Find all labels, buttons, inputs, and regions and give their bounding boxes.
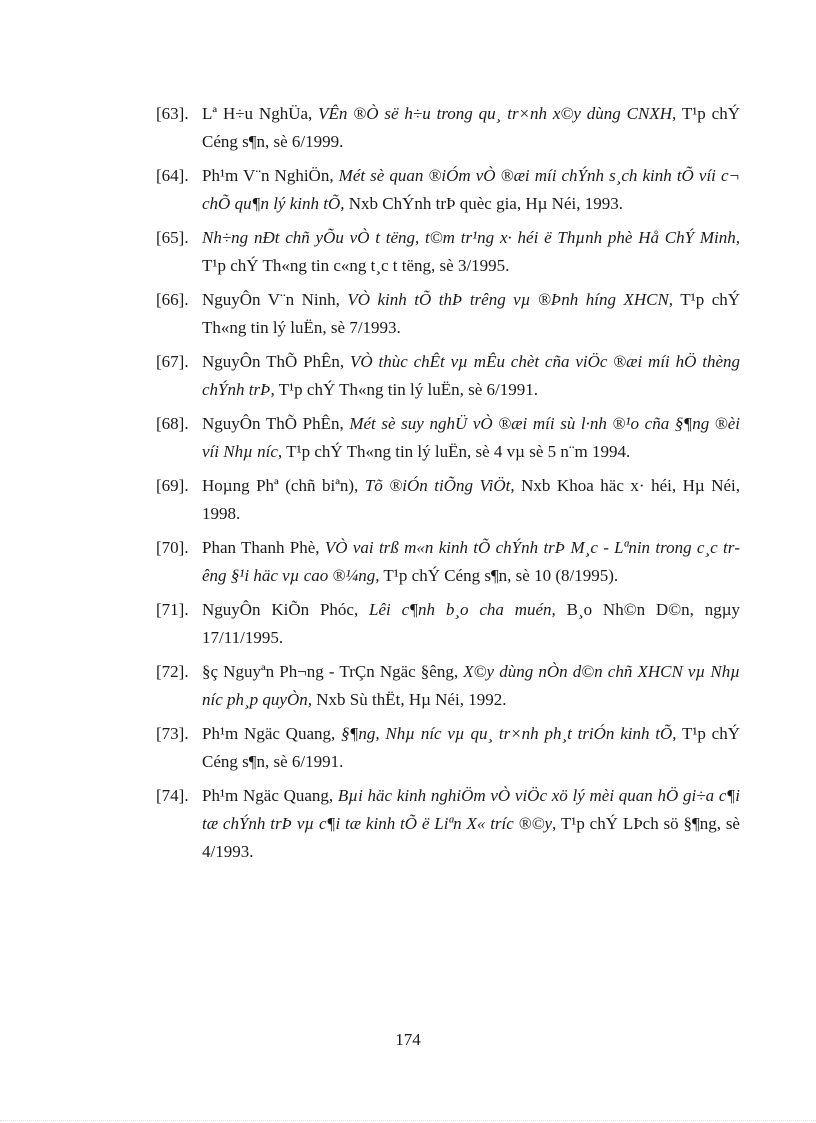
reference-author: NguyÔn KiÕn Phóc, — [202, 600, 370, 619]
reference-entry — [156, 720, 740, 776]
reference-author: Lª H÷u NghÜa, — [202, 104, 319, 123]
reference-number: [67]. — [156, 352, 189, 371]
reference-author: Ph¹m Ngäc Quang, — [202, 786, 338, 805]
reference-text — [202, 348, 740, 404]
reference-text — [202, 410, 740, 466]
reference-number: [73]. — [156, 724, 189, 743]
reference-author: NguyÔn ThÕ PhÊn, — [202, 352, 351, 371]
reference-text — [202, 658, 740, 714]
reference-text — [202, 472, 740, 528]
reference-author: Hoµng Phª (chñ biªn), — [202, 476, 365, 495]
reference-author: Ph¹m Ngäc Quang, — [202, 724, 342, 743]
reference-entry — [156, 162, 740, 218]
reference-text — [202, 162, 740, 218]
reference-source: Nxb Khoa häc x· héi, Hµ Néi, 1998. — [202, 476, 740, 523]
reference-title: Mét sè quan ®iÓm vÒ ®æi míi chÝnh s¸ch kinh tÕ víi c¬ chÕ qu¶n lý kinh tÕ, — [202, 166, 740, 213]
reference-entry — [156, 348, 740, 404]
reference-text — [202, 224, 740, 280]
reference-source: T¹p chÝ Céng s¶n, sè 6/1999. — [202, 104, 740, 151]
reference-entry — [156, 224, 740, 280]
page-number: 174 — [395, 1030, 421, 1049]
reference-source: T¹p chÝ Céng s¶n, sè 10 (8/1995). — [379, 566, 619, 585]
reference-title: VÒ vai trß m«n kinh tÕ chÝnh trÞ M¸c - Lªnin trong c¸c trêng §¹i häc vµ cao ®¼ng, — [202, 538, 741, 585]
reference-number: [71]. — [156, 600, 189, 619]
reference-number: [69]. — [156, 476, 189, 495]
reference-text — [202, 720, 740, 776]
reference-author: §ç Nguyªn Ph¬ng - TrÇn Ngäc §êng, — [202, 662, 464, 681]
page-bottom-rule — [0, 1120, 816, 1121]
reference-number: [72]. — [156, 662, 189, 681]
reference-source: , T¹p chÝ LÞch sö §¶ng, sè 4/1993. — [202, 814, 740, 861]
reference-source: T¹p chÝ Th«ng tin lý luËn, sè 7/1993. — [202, 290, 741, 337]
reference-list — [156, 100, 740, 872]
reference-entry — [156, 100, 740, 156]
reference-title: Tõ ®iÓn tiÕng ViÖt, — [364, 476, 515, 495]
reference-source: T¹p chÝ Th«ng tin lý luËn, sè 6/1991. — [274, 380, 538, 399]
reference-text — [202, 286, 740, 342]
reference-source: B¸o Nh©n D©n, ngµy 17/11/1995. — [202, 600, 740, 647]
reference-number: [65]. — [156, 228, 189, 247]
reference-source: T¹p chÝ Céng s¶n, sè 6/1991. — [202, 724, 741, 771]
reference-entry — [156, 286, 740, 342]
reference-title: §¶ng, Nhµ níc vµ qu¸ tr×nh ph¸t triÓn kinh tÕ, — [341, 724, 677, 743]
reference-text — [202, 534, 740, 590]
reference-author: NguyÔn V¨n Ninh, — [202, 290, 348, 309]
reference-title: X©y dùng nÒn d©n chñ XHCN vµ Nhµ níc ph¸p quyÒn, — [202, 662, 740, 709]
reference-number: [66]. — [156, 290, 189, 309]
reference-title: VÊn ®Ò së h÷u trong qu¸ tr×nh x©y dùng CNXH, — [318, 104, 677, 123]
reference-text — [202, 782, 740, 866]
reference-source: T¹p chÝ Th«ng tin c«ng t¸c t tëng, sè 3/1995. — [202, 256, 510, 275]
reference-number: [64]. — [156, 166, 189, 185]
reference-entry — [156, 596, 740, 652]
reference-author: Ph¹m V¨n NghiÖn, — [202, 166, 339, 185]
reference-entry — [156, 410, 740, 466]
reference-entry — [156, 658, 740, 714]
reference-entry — [156, 534, 740, 590]
reference-title: Lêi c¶nh b¸o cha muén, — [369, 600, 556, 619]
reference-title: Nh÷ng nÐt chñ yÕu vÒ t tëng, t©m tr¹ng x· héi ë Thµnh phè Hå ChÝ Minh, — [202, 228, 740, 247]
reference-title: Bµi häc kinh nghiÖm vÒ viÖc xö lý mèi quan hÖ gi÷a c¶i tæ chÝnh trÞ vµ c¶i tæ kinh tÕ ë Liªn X« tríc ®©y — [202, 786, 740, 833]
reference-text — [202, 100, 740, 156]
reference-text — [202, 596, 740, 652]
reference-number: [74]. — [156, 786, 189, 805]
reference-source: , T¹p chÝ Th«ng tin lý luËn, sè 4 vµ sè 5 n¨m 1994. — [277, 442, 631, 461]
reference-source: Nxb ChÝnh trÞ quèc gia, Hµ Néi, 1993. — [344, 194, 623, 213]
reference-entry — [156, 782, 740, 866]
reference-author: NguyÔn ThÕ PhÊn, — [202, 414, 350, 433]
reference-number: [68]. — [156, 414, 189, 433]
reference-number: [63]. — [156, 104, 189, 123]
reference-author: Phan Thanh Phè, — [202, 538, 325, 557]
reference-title: VÒ kinh tÕ thÞ trêng vµ ®Þnh híng XHCN, — [347, 290, 674, 309]
reference-number: [70]. — [156, 538, 189, 557]
reference-title: VÒ thùc chÊt vµ mÊu chèt cña viÖc ®æi míi hÖ thèng chÝnh trÞ, — [202, 352, 741, 399]
reference-title: Mét sè suy nghÜ vÒ ®æi míi sù l·nh ®¹o cña §¶ng ®èi víi Nhµ níc — [202, 414, 740, 461]
reference-entry — [156, 472, 740, 528]
reference-source: Nxb Sù thËt, Hµ Néi, 1992. — [312, 690, 507, 709]
